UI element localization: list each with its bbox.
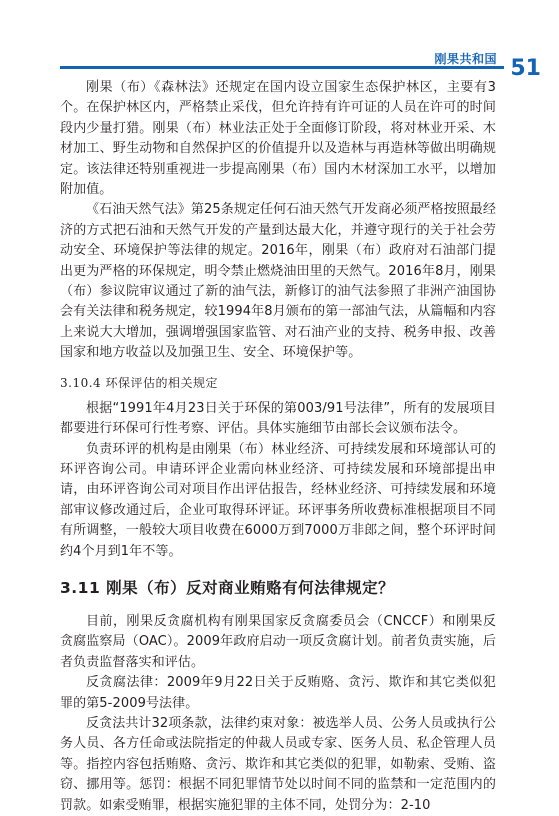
paragraph-anticorruption-law: 反贪腐法律：2009年9月22日关于反贿赂、贪污、欺诈和其它类似犯罪的第5-2009号法律。 <box>60 675 496 711</box>
page-header <box>0 0 559 80</box>
paragraph-anticorruption-details: 反贪法共计32项条款，法律约束对象：被选举人员、公务人员或执行公务人员、各方任命或法院指定的仲裁人员或专家、医务人员、私企管理人员等。指控内容包括贿赂、贪污、欺诈和其它类似的犯罪，如勒索、受贿、盗窃、挪用等。惩罚：根据不同犯罪情节处以时间不同的监禁和一定范围内的罚款。如索受贿罪，根据实施犯罪的主体不同，处罚分为：2-10 <box>60 715 496 813</box>
page-body <box>60 78 496 816</box>
paragraph-eia-agency: 负责环评的机构是由刚果（布）林业经济、可持续发展和环境部认可的环评咨询公司。申请环评企业需向林业经济、可持续发展和环境部提出申请，由环评咨询公司对项目作出评估报告，经林业经济、可持续发展和环境部审议修改通过后，企业可取得环评证。环评事务所收费标准根据项目不同有所调整，一般较大项目收费在6000万到7000万非郎之间，整个环评时间约4个月到1年不等。 <box>60 441 496 559</box>
section-heading: 3.11 刚果（布）反对商业贿赂有何法律规定？ <box>60 578 395 597</box>
paragraph-oil-gas-law: 《石油天然气法》第25条规定任何石油天然气开发商必须严格按照最经济的方式把石油和天然气开发的产量到达最大化，并遵守现行的关于社会劳动安全、环境保护等法律的规定。2016年，刚果（布）政府对石油部门提出更为严格的环保规定，明令禁止燃烧油田里的天然气。2016年8月，刚果（布）参议院审议通过了新的油气法，新修订的油气法参照了非洲产油国协会有关法律和税务规定，较1994年8月颁布的第一部油气法，从篇幅和内容上来说大大增加，强调增强国家监管、对石油产业的支持、税务申报、改善国家和地方收益以及加强卫生、安全、环境保护等。 <box>60 202 496 361</box>
page-number: 51 <box>510 56 541 81</box>
paragraph-anticorruption-agencies: 目前，刚果反贪腐机构有刚果国家反贪腐委员会（CNCCF）和刚果反贪腐监察局（OAC）。2009年政府启动一项反贪腐计划。前者负责实施，后者负责监督落实和评估。 <box>60 613 496 670</box>
paragraph-eia-law: 根据“1991年4月23日关于环保的第003/91号法律”，所有的发展项目都要进行环保可行性考察、评估。具体实施细节由部长会议颁布法令。 <box>60 400 496 437</box>
subsection-heading: 3.10.4 环保评估的相关规定 <box>60 375 218 390</box>
paragraph-forest-law: 刚果（布）《森林法》还规定在国内设立国家生态保护林区，主要有3个。在保护林区内，严格禁止采伐，但允许持有许可证的人员在许可的时间段内少量打猎。刚果（布）林业法正处于全面修订阶段，将对林业开采、木材加工、野生动物和自然保护区的价值提升以及造林与再造林等做出明确规定。该法律还特别重视进一步提高刚果（布）国内木材深加工水平，以增加附加值。 <box>60 80 496 198</box>
running-header-title: 刚果共和国 <box>434 52 497 66</box>
header-divider <box>60 66 504 69</box>
